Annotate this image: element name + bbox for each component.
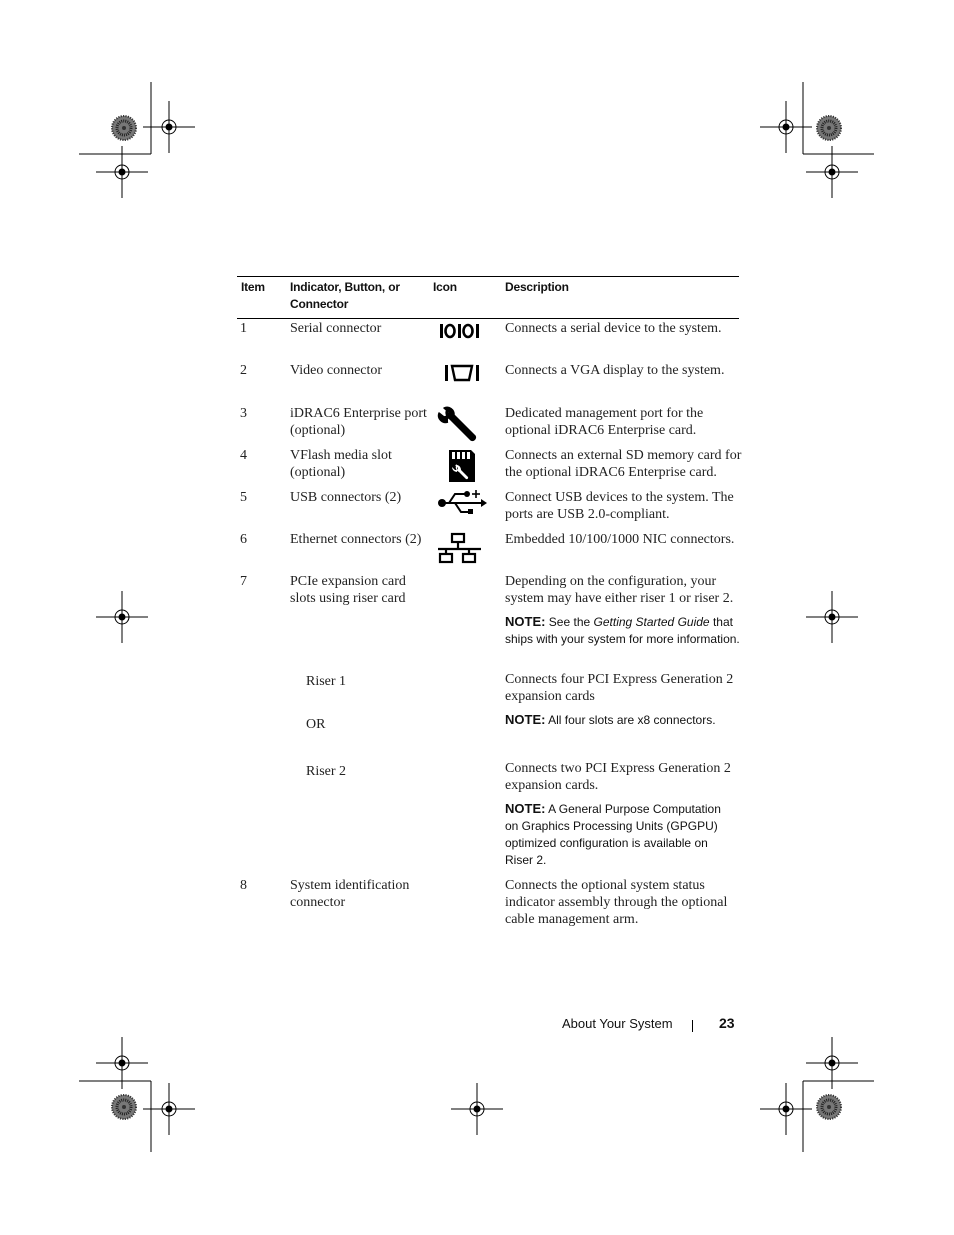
table-row-indicator: Serial connector xyxy=(290,321,382,336)
table-row-item: 6 xyxy=(240,532,247,547)
table-row-description: Connects a serial device to the system. xyxy=(505,321,722,336)
star-target-icon xyxy=(112,116,136,140)
note-x8-connectors xyxy=(505,711,743,729)
table-row-item: 1 xyxy=(240,321,247,336)
registration-mark-icon xyxy=(451,1083,503,1135)
table-row-indicator: System identification connector xyxy=(290,878,410,910)
table-row-description: Connects a VGA display to the system. xyxy=(505,363,725,378)
note-label: NOTE: xyxy=(505,712,546,727)
table-row-indicator: USB connectors (2) xyxy=(290,490,402,505)
note-label: NOTE: xyxy=(505,801,546,816)
note-text: All four slots are x8 connectors. xyxy=(548,713,716,727)
guide-title: Getting Started Guide xyxy=(593,615,710,629)
star-target-icon xyxy=(817,1095,841,1119)
sd-card-icon xyxy=(435,448,489,489)
header-indicator: Indicator, Button, or Connector xyxy=(290,280,400,311)
table-row-indicator: Ethernet connectors (2) xyxy=(290,532,422,547)
network-icon xyxy=(435,532,489,571)
table-top-rule xyxy=(237,276,739,277)
star-target-icon xyxy=(112,1095,136,1119)
riser1-description: Connects four PCI Express Generation 2 expansion cards xyxy=(505,672,734,704)
registration-mark-icon xyxy=(96,591,148,643)
table-row-indicator: PCIe expansion card slots using riser card xyxy=(290,574,406,606)
table-row-item: 4 xyxy=(240,448,247,463)
note-getting-started xyxy=(505,613,743,648)
table-row-indicator: Video connector xyxy=(290,363,383,378)
table-row-description: Dedicated management port for the optional iDRAC6 Enterprise card. xyxy=(505,406,704,438)
footer-section-title: About Your System xyxy=(562,1016,673,1031)
wrench-icon xyxy=(435,404,489,449)
table-row-description: Depending on the configuration, your system may have either riser 1 or riser 2. xyxy=(505,574,734,606)
registration-mark-icon xyxy=(806,591,858,643)
or-label: OR xyxy=(306,717,326,732)
serial-icon xyxy=(435,320,489,347)
usb-icon xyxy=(435,488,489,523)
table-row-description: Connect USB devices to the system. The ports are USB 2.0-compliant. xyxy=(505,490,734,522)
note-text: See the xyxy=(548,615,591,629)
note-text: A General Purpose Computation on Graphics Processing Units (GPGPU) optimized configuration is available on Riser 2. xyxy=(505,802,721,867)
table-row-indicator: iDRAC6 Enterprise port (optional) xyxy=(290,406,427,438)
star-target-icon xyxy=(817,116,841,140)
riser2-label: Riser 2 xyxy=(306,764,347,779)
table-row-item: 8 xyxy=(240,878,247,893)
table-row-description: Connects an external SD memory card for the optional iDRAC6 Enterprise card. xyxy=(505,448,742,480)
note-label: NOTE: xyxy=(505,614,546,629)
table-row-item: 5 xyxy=(240,490,247,505)
table-row-description: Connects the optional system status indicator assembly through the optional cable management arm. xyxy=(505,878,728,927)
video-icon xyxy=(435,362,489,391)
table-row-item: 7 xyxy=(240,574,247,589)
riser2-description: Connects two PCI Express Generation 2 expansion cards. xyxy=(505,761,731,793)
note-text: that ships with your system for more information. xyxy=(505,615,740,646)
header-icon: Icon xyxy=(433,280,457,294)
table-row-item: 3 xyxy=(240,406,247,421)
note-gpgpu xyxy=(505,800,737,869)
page-number: 23 xyxy=(719,1015,735,1031)
registration-mark-icon xyxy=(760,101,812,153)
footer-divider xyxy=(692,1020,693,1032)
table-row-description: Embedded 10/100/1000 NIC connectors. xyxy=(505,532,735,547)
table-row-item: 2 xyxy=(240,363,247,378)
table-row-indicator: VFlash media slot (optional) xyxy=(290,448,392,480)
registration-mark-icon xyxy=(760,1083,812,1135)
riser1-label: Riser 1 xyxy=(306,674,347,689)
header-description: Description xyxy=(505,280,569,294)
table-header-rule xyxy=(237,318,739,319)
header-item: Item xyxy=(241,280,265,294)
